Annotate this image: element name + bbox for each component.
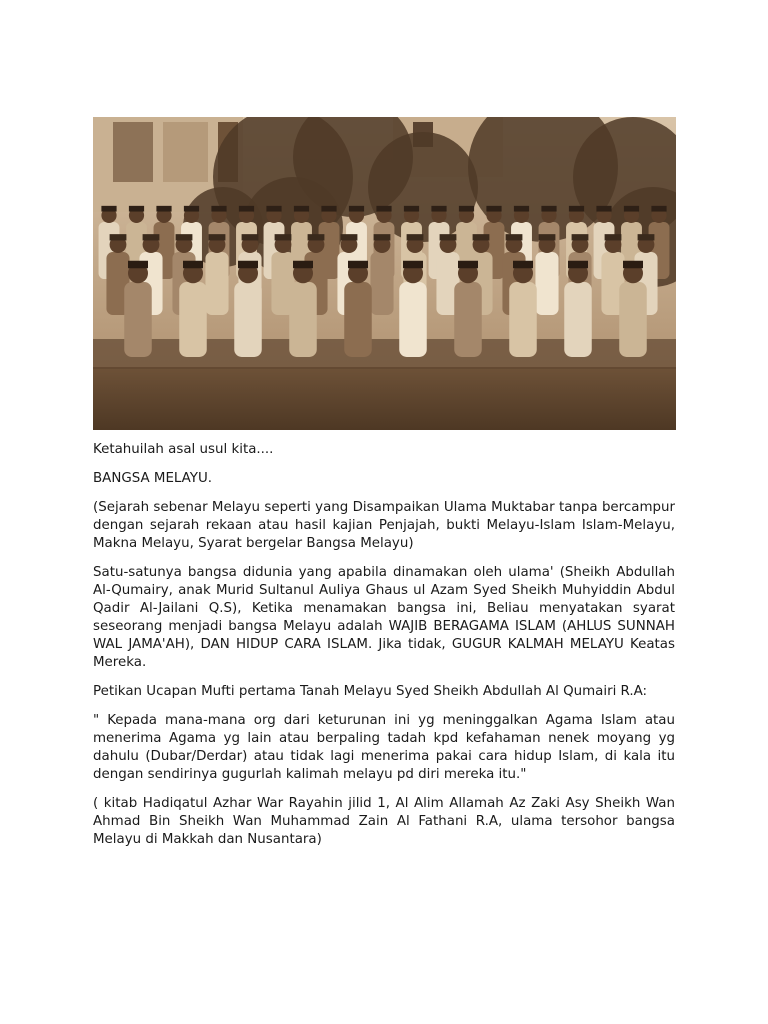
paragraph-petikan: Petikan Ucapan Mufti pertama Tanah Melayu Syed Sheikh Abdullah Al Qumairi R.A: bbox=[93, 684, 648, 699]
paragraph-quote: " Kepada mana-mana org dari keturunan ini yg meninggalkan Agama Islam atau menerima Agama yg lain atau berpaling tadah kpd kefahaman nenek moyang yg dahulu (Dubar/Derdar) atau tidak lagi menerima pakai cara hidup Islam, di kala itu dengan sendirinya gugurlah kalimah melayu pd diri mereka itu." bbox=[93, 713, 675, 782]
group-photo-image bbox=[93, 117, 676, 430]
paragraph-citation: ( kitab Hadiqatul Azhar War Rayahin jilid 1, Al Alim Allamah Az Zaki Asy Sheikh Wan Ahmad Bin Sheikh Wan Muhammad Zain Al Fathani R.A, ulama tersohor bangsa Melayu di Makkah dan Nusantara) bbox=[93, 796, 675, 847]
group-photo bbox=[93, 117, 676, 430]
paragraph-subtitle: (Sejarah sebenar Melayu seperti yang Disampaikan Ulama Muktabar tanpa bercampur dengan sejarah rekaan atau hasil kajian Penjajah, bukti Melayu-Islam Islam-Melayu, Makna Melayu, Syarat bergelar Bangsa Melayu) bbox=[93, 500, 675, 551]
article-body bbox=[93, 441, 675, 860]
ground bbox=[93, 367, 676, 430]
intro-line: Ketahuilah asal usul kita.... bbox=[93, 442, 274, 457]
paragraph-main: Satu-satunya bangsa didunia yang apabila dinamakan oleh ulama' (Sheikh Abdullah Al-Qumairy, anak Murid Sultanul Auliya Ghaus ul Azam Syed Sheikh Muhyiddin Abdul Qadir Al-Jailani Q.S), Ketika menamakan bangsa ini, Beliau menyatakan syarat seseorang menjadi bangsa Melayu adalah WAJIB BERAGAMA ISLAM (AHLUS SUNNAH WAL JAMA'AH), DAN HIDUP CARA ISLAM. Jika tidak, GUGUR KALMAH MELAYU Keatas Mereka. bbox=[93, 565, 675, 670]
heading-bangsa-melayu: BANGSA MELAYU. bbox=[93, 471, 213, 486]
